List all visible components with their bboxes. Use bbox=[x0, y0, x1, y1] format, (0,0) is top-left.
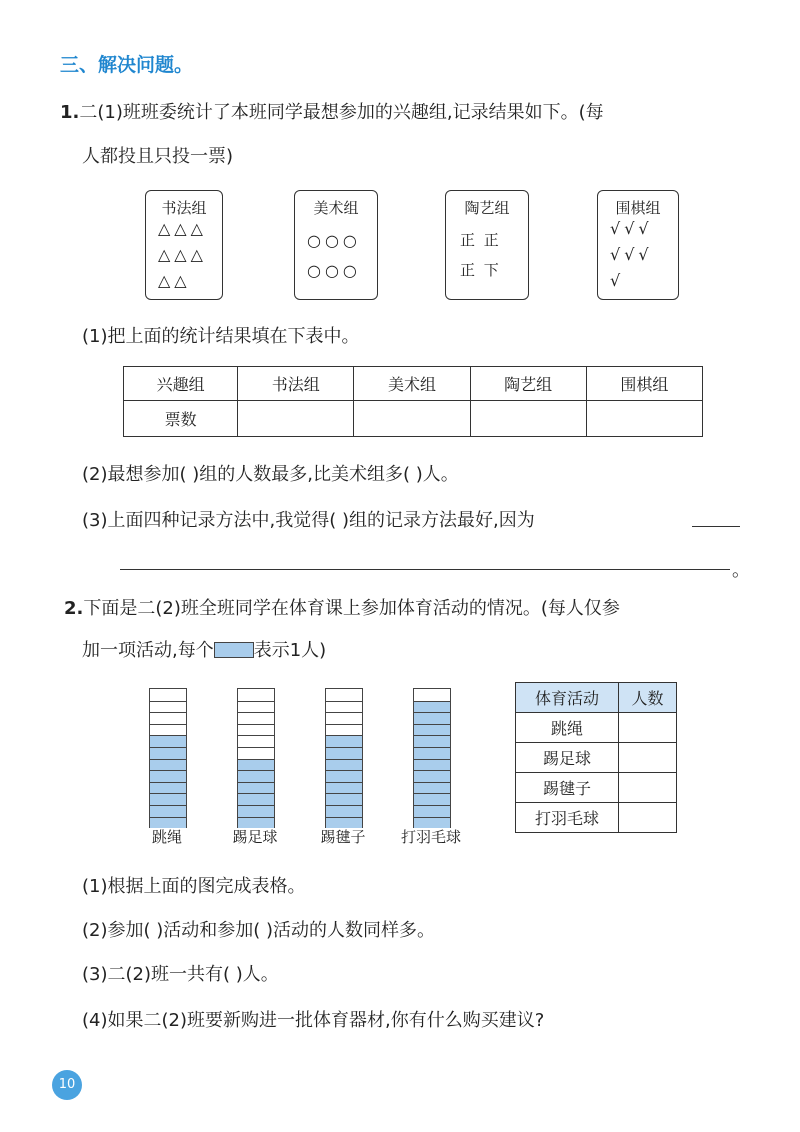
tally-name: 陶艺组 bbox=[464, 199, 510, 217]
chart-bar bbox=[413, 688, 451, 828]
chart-cell bbox=[326, 770, 362, 782]
chart-cell bbox=[150, 759, 186, 771]
q2-sub1: (1)根据上面的图完成表格。 bbox=[82, 876, 306, 897]
section-title: 三、解决问题。 bbox=[60, 54, 194, 76]
chart-bar bbox=[237, 688, 275, 828]
tally-row: 正 正 bbox=[460, 231, 501, 249]
chart-cell bbox=[150, 689, 186, 701]
tally-name: 美术组 bbox=[313, 199, 359, 217]
chart-category-label: 打羽毛球 bbox=[401, 828, 462, 846]
chart-cell bbox=[414, 735, 450, 747]
side-header-cell: 体育活动 bbox=[516, 683, 619, 713]
side-row-label: 踢毽子 bbox=[516, 773, 619, 803]
table-header-cell: 围棋组 bbox=[586, 367, 702, 401]
side-row-label: 跳绳 bbox=[516, 713, 619, 743]
interest-group-table bbox=[123, 366, 703, 437]
chart-cell bbox=[150, 805, 186, 817]
answer-line[interactable] bbox=[692, 526, 740, 527]
chart-cell bbox=[238, 793, 274, 805]
q2-number: 2. bbox=[64, 598, 84, 619]
tally-box-art bbox=[294, 190, 378, 300]
tally-box-calligraphy bbox=[145, 190, 223, 300]
q1-number: 1. bbox=[60, 102, 80, 123]
chart-cell bbox=[238, 759, 274, 771]
answer-cell[interactable] bbox=[618, 773, 676, 803]
chart-cell bbox=[150, 782, 186, 794]
tally-row: √√√ bbox=[610, 245, 653, 264]
chart-cell bbox=[150, 770, 186, 782]
tally-row: 正 下 bbox=[460, 261, 501, 279]
q2-line1 bbox=[64, 594, 620, 620]
q2-text-line2b: 表示1人) bbox=[253, 640, 327, 661]
chart-cell bbox=[238, 817, 274, 829]
tally-row: △△ bbox=[158, 271, 191, 290]
chart-cell bbox=[414, 724, 450, 736]
chart-cell bbox=[414, 689, 450, 701]
q1-text-line1: 二(1)班班委统计了本班同学最想参加的兴趣组,记录结果如下。(每 bbox=[79, 102, 604, 123]
tally-row: √ bbox=[610, 271, 625, 290]
table-header-cell: 美术组 bbox=[354, 367, 470, 401]
q1-sub2: (2)最想参加( )组的人数最多,比美术组多( )人。 bbox=[82, 464, 459, 485]
q1-text-line2: 人都投且只投一票) bbox=[82, 146, 234, 167]
chart-cell bbox=[414, 747, 450, 759]
chart-cell bbox=[326, 689, 362, 701]
tally-box-go bbox=[597, 190, 679, 300]
chart-cell bbox=[326, 712, 362, 724]
q1-sub1: (1)把上面的统计结果填在下表中。 bbox=[82, 326, 360, 347]
chart-cell bbox=[414, 712, 450, 724]
chart-bar bbox=[149, 688, 187, 828]
q2-text-line2a: 加一项活动,每个 bbox=[82, 640, 214, 661]
chart-cell bbox=[326, 793, 362, 805]
chart-category-label: 跳绳 bbox=[152, 828, 183, 846]
answer-cell[interactable] bbox=[618, 713, 676, 743]
chart-cell bbox=[414, 793, 450, 805]
chart-cell bbox=[238, 724, 274, 736]
chart-cell bbox=[326, 735, 362, 747]
side-row-label: 踢足球 bbox=[516, 743, 619, 773]
page-number-badge: 10 bbox=[52, 1070, 82, 1100]
tally-row: △△△ bbox=[158, 219, 207, 238]
table-header-cell: 陶艺组 bbox=[470, 367, 586, 401]
tally-name: 围棋组 bbox=[615, 199, 661, 217]
chart-category-label: 踢毽子 bbox=[320, 828, 366, 846]
chart-cell bbox=[150, 793, 186, 805]
chart-cell bbox=[238, 712, 274, 724]
tally-name: 书法组 bbox=[161, 199, 207, 217]
side-header-cell: 人数 bbox=[618, 683, 676, 713]
chart-cell bbox=[150, 817, 186, 829]
chart-category-label: 踢足球 bbox=[232, 828, 278, 846]
tally-row: √√√ bbox=[610, 219, 653, 238]
chart-cell bbox=[414, 782, 450, 794]
chart-cell bbox=[150, 735, 186, 747]
period: 。 bbox=[732, 560, 750, 581]
chart-cell bbox=[238, 689, 274, 701]
q2-sub2: (2)参加( )活动和参加( )活动的人数同样多。 bbox=[82, 920, 436, 941]
q2-sub3: (3)二(2)班一共有( )人。 bbox=[82, 964, 279, 985]
chart-cell bbox=[326, 782, 362, 794]
answer-cell[interactable] bbox=[238, 401, 354, 437]
answer-line[interactable] bbox=[120, 569, 730, 570]
q2-sub4: (4)如果二(2)班要新购进一批体育器材,你有什么购买建议? bbox=[82, 1010, 545, 1031]
answer-cell[interactable] bbox=[354, 401, 470, 437]
chart-cell bbox=[238, 782, 274, 794]
chart-cell bbox=[326, 701, 362, 713]
chart-cell bbox=[326, 817, 362, 829]
chart-cell bbox=[238, 747, 274, 759]
chart-cell bbox=[238, 770, 274, 782]
answer-cell[interactable] bbox=[618, 743, 676, 773]
tally-row: △△△ bbox=[158, 245, 207, 264]
q2-line2 bbox=[82, 636, 326, 662]
chart-cell bbox=[150, 747, 186, 759]
answer-cell[interactable] bbox=[470, 401, 586, 437]
activity-table bbox=[515, 682, 677, 833]
tally-row: ○○○ bbox=[307, 231, 361, 250]
answer-cell[interactable] bbox=[618, 803, 676, 833]
tally-row: ○○○ bbox=[307, 261, 361, 280]
q1-line1 bbox=[60, 98, 604, 124]
side-row-label: 打羽毛球 bbox=[516, 803, 619, 833]
chart-cell bbox=[150, 712, 186, 724]
q1-sub3: (3)上面四种记录方法中,我觉得( )组的记录方法最好,因为 bbox=[82, 510, 535, 531]
legend-unit-box bbox=[214, 642, 254, 658]
chart-cell bbox=[326, 759, 362, 771]
chart-cell bbox=[150, 724, 186, 736]
chart-cell bbox=[326, 747, 362, 759]
chart-cell bbox=[238, 805, 274, 817]
answer-cell[interactable] bbox=[586, 401, 702, 437]
q2-text-line1: 下面是二(2)班全班同学在体育课上参加体育活动的情况。(每人仅参 bbox=[83, 598, 620, 619]
tally-box-pottery bbox=[445, 190, 529, 300]
table-header-cell: 兴趣组 bbox=[124, 367, 238, 401]
chart-cell bbox=[414, 759, 450, 771]
table-row-label: 票数 bbox=[124, 401, 238, 437]
chart-cell bbox=[414, 817, 450, 829]
chart-cell bbox=[414, 805, 450, 817]
chart-cell bbox=[414, 770, 450, 782]
chart-cell bbox=[414, 701, 450, 713]
chart-cell bbox=[238, 701, 274, 713]
chart-cell bbox=[326, 724, 362, 736]
chart-cell bbox=[238, 735, 274, 747]
chart-cell bbox=[150, 701, 186, 713]
table-header-cell: 书法组 bbox=[238, 367, 354, 401]
chart-cell bbox=[326, 805, 362, 817]
chart-bar bbox=[325, 688, 363, 828]
